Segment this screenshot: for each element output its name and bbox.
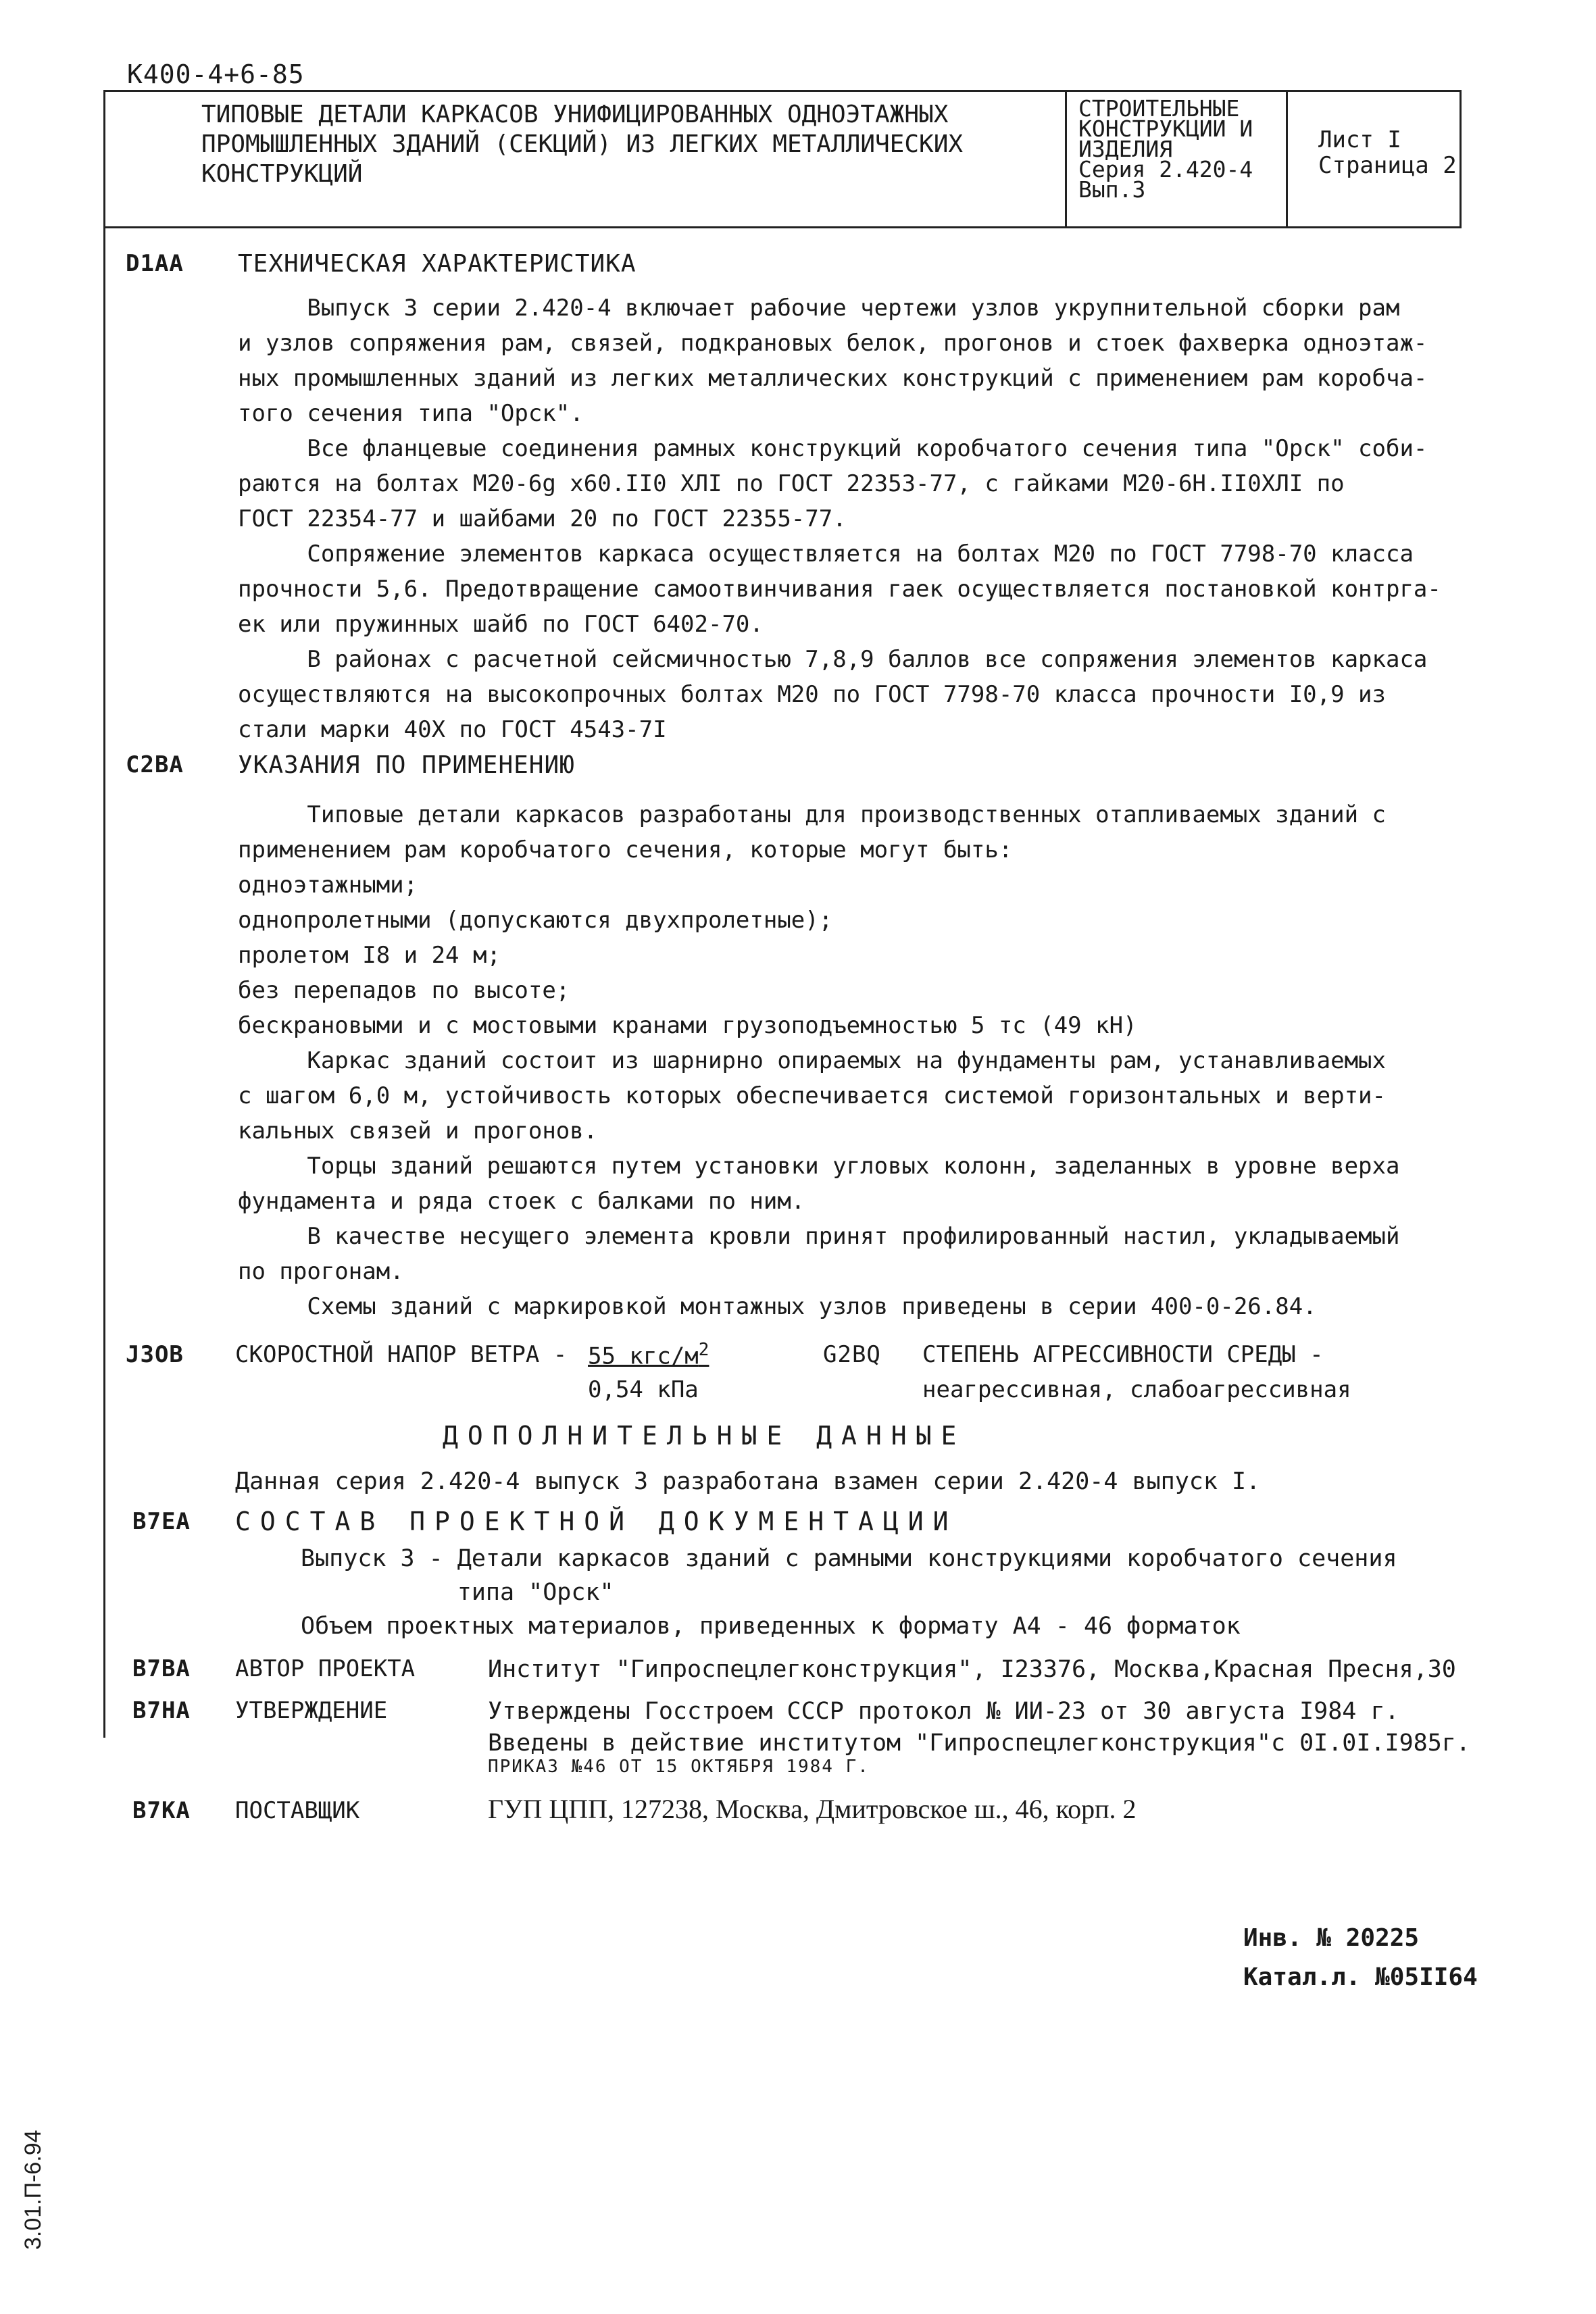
approval-order-handwritten: ПРИКАЗ №46 ОТ 15 ОКТЯБРЯ 1984 Г. [488, 1757, 870, 1777]
section-code-aggr: G2BQ [823, 1341, 881, 1368]
section-code-supplier: B7KA [132, 1797, 191, 1824]
text-line: с шагом 6,0 м, устойчивость которых обеспечивается системой горизонтальных и верти- [238, 1082, 1386, 1109]
section-title-usage: УКАЗАНИЯ ПО ПРИМЕНЕНИЮ [238, 751, 575, 779]
header-mid-line: ИЗДЕЛИЯ [1078, 136, 1173, 162]
header-sheet-info [1318, 127, 1457, 178]
text-line: ных промышленных зданий из легких металлических конструкций с применением рам коробча- [238, 365, 1428, 392]
text-line: Схемы зданий с маркировкой монтажных узлов приведены в серии 400-0-26.84. [238, 1293, 1317, 1320]
header-mid-line: КОНСТРУКЦИИ И [1078, 116, 1253, 142]
header-title-line: ТИПОВЫЕ ДЕТАЛИ КАРКАСОВ УНИФИЦИРОВАННЫХ ОДНОЭТАЖНЫХ [201, 101, 949, 128]
aggr-label: СТЕПЕНЬ АГРЕССИВНОСТИ СРЕДЫ - [922, 1341, 1324, 1368]
text-line: фундамента и ряда стоек с балками по ним. [238, 1188, 805, 1215]
additional-data-title: ДОПОЛНИТЕЛЬНЫЕ ДАННЫЕ [443, 1421, 966, 1451]
header-frame [103, 90, 1462, 228]
text-line: по прогонам. [238, 1258, 404, 1285]
section-title-tech: ТЕХНИЧЕСКАЯ ХАРАКТЕРИСТИКА [238, 250, 637, 278]
wind-label: СКОРОСТНОЙ НАПОР ВЕТРА - [235, 1341, 568, 1368]
text-line: Сопряжение элементов каркаса осуществляется на болтах М20 по ГОСТ 7798-70 класса [238, 540, 1414, 568]
text-line: однопролетными (допускаются двухпролетные); [238, 907, 833, 934]
text-line: без перепадов по высоте; [238, 977, 570, 1004]
text-line: В качестве несущего элемента кровли принят профилированный настил, укладываемый [238, 1223, 1400, 1250]
inventory-block [1243, 1919, 1478, 1997]
supplier-text: ГУП ЦПП, 127238, Москва, Дмитровское ш., 46, корп. 2 [488, 1794, 1137, 1824]
author-text: Институт "Гипроспецлегконструкция", I23376, Москва,Красная Пресня,30 [488, 1656, 1456, 1683]
usage-paragraphs [238, 797, 1399, 1324]
text-line: прочности 5,6. Предотвращение самоотвинчивания гаек осуществляется постановкой контрга- [238, 576, 1441, 603]
wind-value-kgs-text: 55 кгс/м [588, 1342, 699, 1370]
aggr-value: неагрессивная, слабоагрессивная [922, 1376, 1351, 1403]
header-title [201, 100, 1154, 189]
text-line: пролетом I8 и 24 м; [238, 942, 501, 969]
left-margin-rule [103, 227, 105, 1738]
text-line: Типовые детали каркасов разработаны для производственных отапливаемых зданий с [238, 801, 1386, 828]
section-code-author: B7BA [132, 1655, 191, 1682]
text-line: осуществляются на высокопрочных болтах М20 по ГОСТ 7798-70 класса прочности I0,9 из [238, 681, 1386, 708]
supplier-label: ПОСТАВЩИК [235, 1797, 360, 1824]
text-line: Торцы зданий решаются путем установки угловых колонн, заделанных в уровне верха [238, 1153, 1400, 1180]
inventory-number: Инв. № 20225 [1243, 1924, 1420, 1952]
composition-lines [301, 1542, 1397, 1643]
approval-line-2: Введены в действие институтом "Гипроспецлегконструкция"с 0I.0I.I985г. [488, 1730, 1470, 1757]
text-line: и узлов сопряжения рам, связей, подкрановых белок, прогонов и стоек фахверка одноэтаж- [238, 330, 1428, 357]
approval-line-1: Утверждены Госстроем СССР протокол № ИИ-23 от 30 августа I984 г. [488, 1698, 1399, 1725]
header-mid-line: Серия 2.420-4 [1078, 156, 1253, 182]
text-line: В районах с расчетной сейсмичностью 7,8,9 баллов все сопряжения элементов каркаса [238, 646, 1428, 673]
section-code-wind: J3OB [126, 1341, 184, 1368]
text-line: одноэтажными; [238, 872, 418, 899]
text-line: ГОСТ 22354-77 и шайбами 20 по ГОСТ 22355-77. [238, 505, 847, 532]
tech-paragraphs [238, 291, 1441, 747]
page-number: Страница 2 [1318, 152, 1457, 179]
text-line: Выпуск 3 серии 2.420-4 включает рабочие чертежи узлов укрупнительной сборки рам [238, 295, 1400, 322]
composition-title: СОСТАВ ПРОЕКТНОЙ ДОКУМЕНТАЦИИ [235, 1507, 958, 1536]
section-code-composition: B7EA [132, 1508, 191, 1535]
additional-data-text: Данная серия 2.420-4 выпуск 3 разработана взамен серии 2.420-4 выпуск I. [235, 1468, 1261, 1495]
sheet-number: Лист I [1318, 126, 1401, 153]
catalog-sheet-number: Катал.л. №05II64 [1243, 1963, 1478, 1991]
text-line: Все фланцевые соединения рамных конструкций коробчатого сечения типа "Орск" соби- [238, 435, 1428, 462]
section-code-usage: C2BA [126, 751, 184, 778]
header-mid-line: Вып.3 [1078, 176, 1146, 203]
text-line: Объем проектных материалов, приведенных к формату А4 - 46 форматок [301, 1613, 1241, 1640]
document-code: К400-4+6-85 [127, 59, 305, 89]
header-series-info [1078, 95, 1349, 203]
text-line: бескрановыми и с мостовыми кранами грузоподъемностью 5 тс (49 кН) [238, 1012, 1137, 1039]
author-label: АВТОР ПРОЕКТА [235, 1655, 416, 1682]
header-title-line: ПРОМЫШЛЕННЫХ ЗДАНИЙ (СЕКЦИЙ) ИЗ ЛЕГКИХ МЕТАЛЛИЧЕСКИХ [201, 130, 964, 158]
header-title-line: КОНСТРУКЦИЙ [201, 160, 363, 188]
text-line: того сечения типа "Орск". [238, 400, 584, 427]
text-line: ек или пружинных шайб по ГОСТ 6402-70. [238, 611, 764, 638]
text-line: типа "Орск" [301, 1579, 614, 1606]
section-code-approval: B7HA [132, 1697, 191, 1724]
text-line: кальных связей и прогонов. [238, 1117, 598, 1145]
approval-label: УТВЕРЖДЕНИЕ [235, 1697, 388, 1724]
text-line: Выпуск 3 - Детали каркасов зданий с рамными конструкциями коробчатого сечения [301, 1545, 1397, 1572]
text-line: Каркас зданий состоит из шарнирно опираемых на фундаменты рам, устанавливаемых [238, 1047, 1386, 1074]
header-mid-line: СТРОИТЕЛЬНЫЕ [1078, 95, 1240, 122]
side-stamp: 3.01.П-6.94 [20, 2130, 46, 2250]
text-line: раются на болтах М20-6g х60.II0 ХЛI по ГОСТ 22353-77, с гайками М20-6Н.II0ХЛI по [238, 470, 1345, 497]
wind-value-kpa: 0,54 кПа [588, 1376, 699, 1403]
text-line: применением рам коробчатого сечения, которые могут быть: [238, 836, 1013, 863]
section-code-tech: D1AA [126, 250, 184, 277]
wind-value-kgs [588, 1340, 709, 1369]
text-line: стали марки 40Х по ГОСТ 4543-7I [238, 716, 667, 743]
wind-value-sup: 2 [698, 1340, 709, 1360]
